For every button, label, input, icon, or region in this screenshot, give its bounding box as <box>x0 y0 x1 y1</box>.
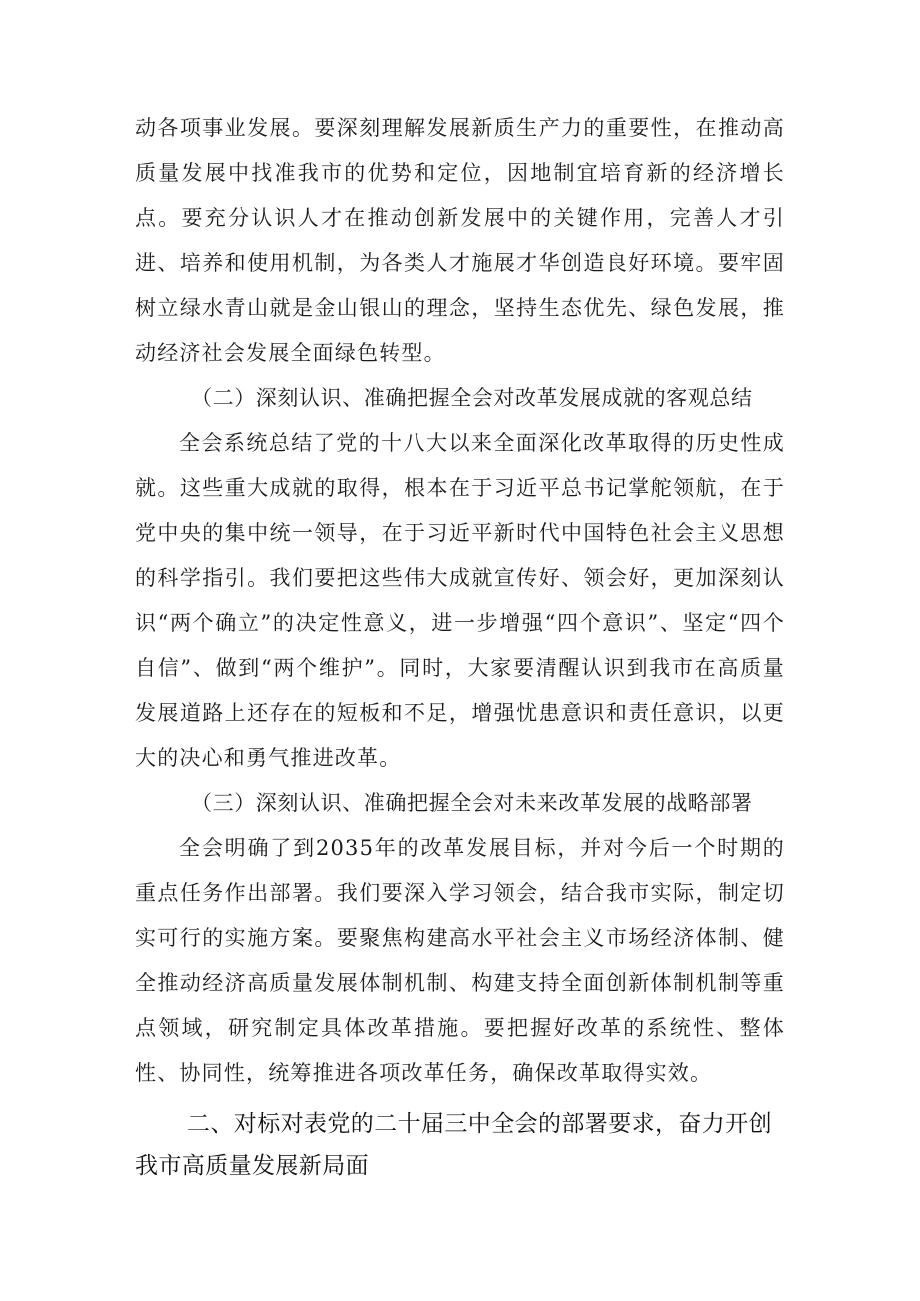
document-body <box>135 106 785 1187</box>
paragraph-continuation: 动各项事业发展。要深刻理解发展新质生产力的重要性，在推动高质量发展中找准我市的优势和定位，因地制宜培育新的经济增长点。要充分认识人才在推动创新发展中的关键作用，完善人才引进、培养和使用机制，为各类人才施展才华创造良好环境。要牢固树立绿水青山就是金山银山的理念，坚持生态优先、绿色发展，推动经济社会发展全面绿色转型。 <box>135 116 785 365</box>
subheading-achievements: （二）深刻认识、准确把握全会对改革发展成就的客观总结 <box>191 386 753 410</box>
subheading-strategic-deployment: （三）深刻认识、准确把握全会对未来改革发展的战略部署 <box>191 791 753 815</box>
section-heading-two: 二、对标对表党的二十届三中全会的部署要求，奋力开创我市高质量发展新局面 <box>135 1111 772 1179</box>
paragraph-strategic-deployment: 全会明确了到2035年的改革发展目标，并对今后一个时期的重点任务作出部署。我们要深入学习领会，结合我市实际，制定切实可行的实施方案。要聚焦构建高水平社会主义市场经济体制、健全推动经济高质量发展体制机制、构建支持全面创新体制机制等重点领域，研究制定具体改革措施。要把握好改革的系统性、整体性、协同性，统筹推进各项改革任务，确保改革取得实效。 <box>135 836 785 1085</box>
paragraph-achievements: 全会系统总结了党的十八大以来全面深化改革取得的历史性成就。这些重大成就的取得，根本在于习近平总书记掌舵领航，在于党中央的集中统一领导，在于习近平新时代中国特色社会主义思想的科学指引。我们要把这些伟大成就宣传好、领会好，更加深刻认识“两个确立”的决定性意义，进一步增强“四个意识”、坚定“四个自信”、做到“两个维护”。同时，大家要清醒认识到我市在高质量发展道路上还存在的短板和不足，增强忧患意识和责任意识，以更大的决心和勇气推进改革。 <box>135 431 785 770</box>
